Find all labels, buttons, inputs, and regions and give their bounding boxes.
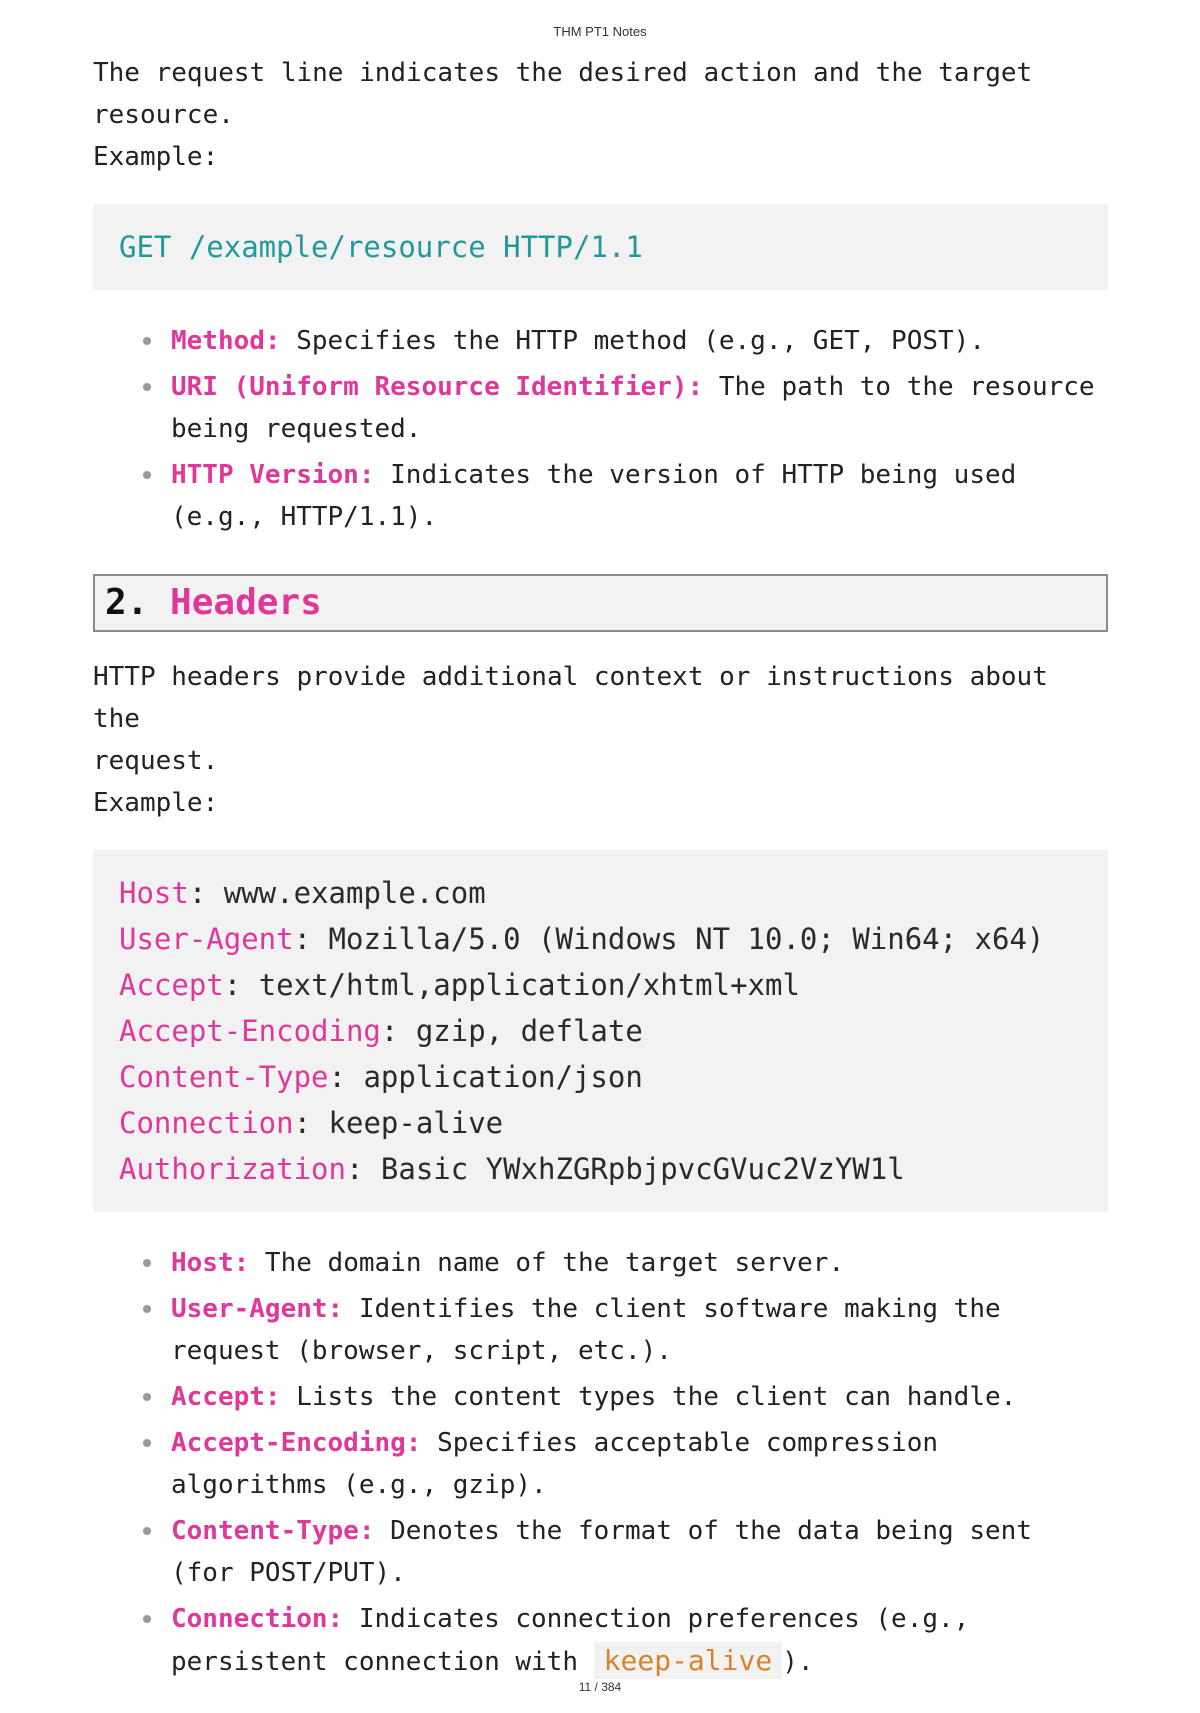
section-number: 2. [105, 582, 149, 623]
list-item [171, 320, 1108, 362]
request-line-code: GET /example/resource HTTP/1.1 [119, 230, 643, 264]
header-value: www.example.com [223, 876, 486, 910]
header-key: Accept-Encoding [119, 1014, 381, 1048]
bullet-description: Indicates connection preferences (e.g., persistent connection with [171, 1604, 970, 1677]
section-title: Headers [170, 582, 322, 623]
headers-paragraph: HTTP headers provide additional context or instructions about the request. [93, 662, 1048, 776]
code-line: Accept: text/html,application/xhtml+xml [119, 968, 800, 1002]
headers-code-block [93, 850, 1108, 1212]
list-item [171, 366, 1108, 450]
bullet-term: Accept-Encoding: [171, 1428, 422, 1458]
list-item [171, 1288, 1108, 1372]
page-number: 11 / 384 [578, 1680, 622, 1694]
header-key: Connection [119, 1106, 294, 1140]
intro-example-label: Example: [93, 142, 219, 172]
code-line: Accept-Encoding: gzip, deflate [119, 1014, 643, 1048]
bullet-suffix: ). [782, 1647, 814, 1677]
header-key: User-Agent [119, 922, 294, 956]
bullet-description: The path to the resource being requested. [171, 372, 1095, 444]
section-heading-headers [93, 574, 1108, 632]
bullet-term: Accept: [171, 1382, 281, 1412]
header-value: keep-alive [328, 1106, 504, 1140]
bullet-term: Method: [171, 326, 281, 356]
request-line-bullet-list [93, 320, 1108, 538]
bullet-term: Connection: [171, 1604, 344, 1634]
bullet-term: Host: [171, 1248, 250, 1278]
bullet-description: Identifies the client software making the request (browser, script, etc.). [171, 1294, 1001, 1366]
code-line: Authorization: Basic YWxhZGRpbjpvcGVuc2VzYW1l [119, 1152, 905, 1186]
code-line: User-Agent: Mozilla/5.0 (Windows NT 10.0; Win64; x64) [119, 922, 1045, 956]
code-line: Host: www.example.com [119, 876, 486, 910]
list-item [171, 1422, 1108, 1506]
list-item [171, 1242, 1108, 1284]
inline-code: keep-alive [594, 1642, 783, 1679]
header-key: Host [119, 876, 189, 910]
header-value: Basic YWxhZGRpbjpvcGVuc2VzYW1l [380, 1152, 905, 1186]
list-item [171, 1598, 1108, 1683]
header-value: application/json [363, 1060, 643, 1094]
code-line: Content-Type: application/json [119, 1060, 643, 1094]
bullet-term: URI (Uniform Resource Identifier): [171, 372, 704, 402]
code-line: Connection: keep-alive [119, 1106, 504, 1140]
headers-example-label: Example: [93, 788, 219, 818]
bullet-description: Specifies the HTTP method (e.g., GET, POST). [280, 326, 985, 356]
header-value: gzip, deflate [415, 1014, 643, 1048]
bullet-term: Content-Type: [171, 1516, 375, 1546]
list-item [171, 454, 1108, 538]
bullet-description: Lists the content types the client can handle. [280, 1382, 1017, 1412]
header-key: Accept [119, 968, 224, 1002]
header-key: Authorization [119, 1152, 346, 1186]
bullet-description: Specifies acceptable compression algorithms (e.g., gzip). [171, 1428, 939, 1500]
header-value: Mozilla/5.0 (Windows NT 10.0; Win64; x64) [328, 922, 1045, 956]
headers-bullet-list [93, 1242, 1108, 1683]
bullet-term: User-Agent: [171, 1294, 344, 1324]
bullet-description: Indicates the version of HTTP being used (e.g., HTTP/1.1). [171, 460, 1017, 532]
bullet-term: HTTP Version: [171, 460, 375, 490]
list-item [171, 1376, 1108, 1418]
list-item [171, 1510, 1108, 1594]
request-line-code-block [93, 204, 1108, 290]
bullet-description: Denotes the format of the data being sent (for POST/PUT). [171, 1516, 1032, 1588]
intro-paragraph: The request line indicates the desired action and the target resource. [93, 58, 1033, 130]
document-content [93, 52, 1108, 1687]
bullet-description: The domain name of the target server. [249, 1248, 845, 1278]
page-header: THM PT1 Notes [553, 24, 647, 39]
header-value: text/html,application/xhtml+xml [258, 968, 800, 1002]
header-key: Content-Type [119, 1060, 329, 1094]
